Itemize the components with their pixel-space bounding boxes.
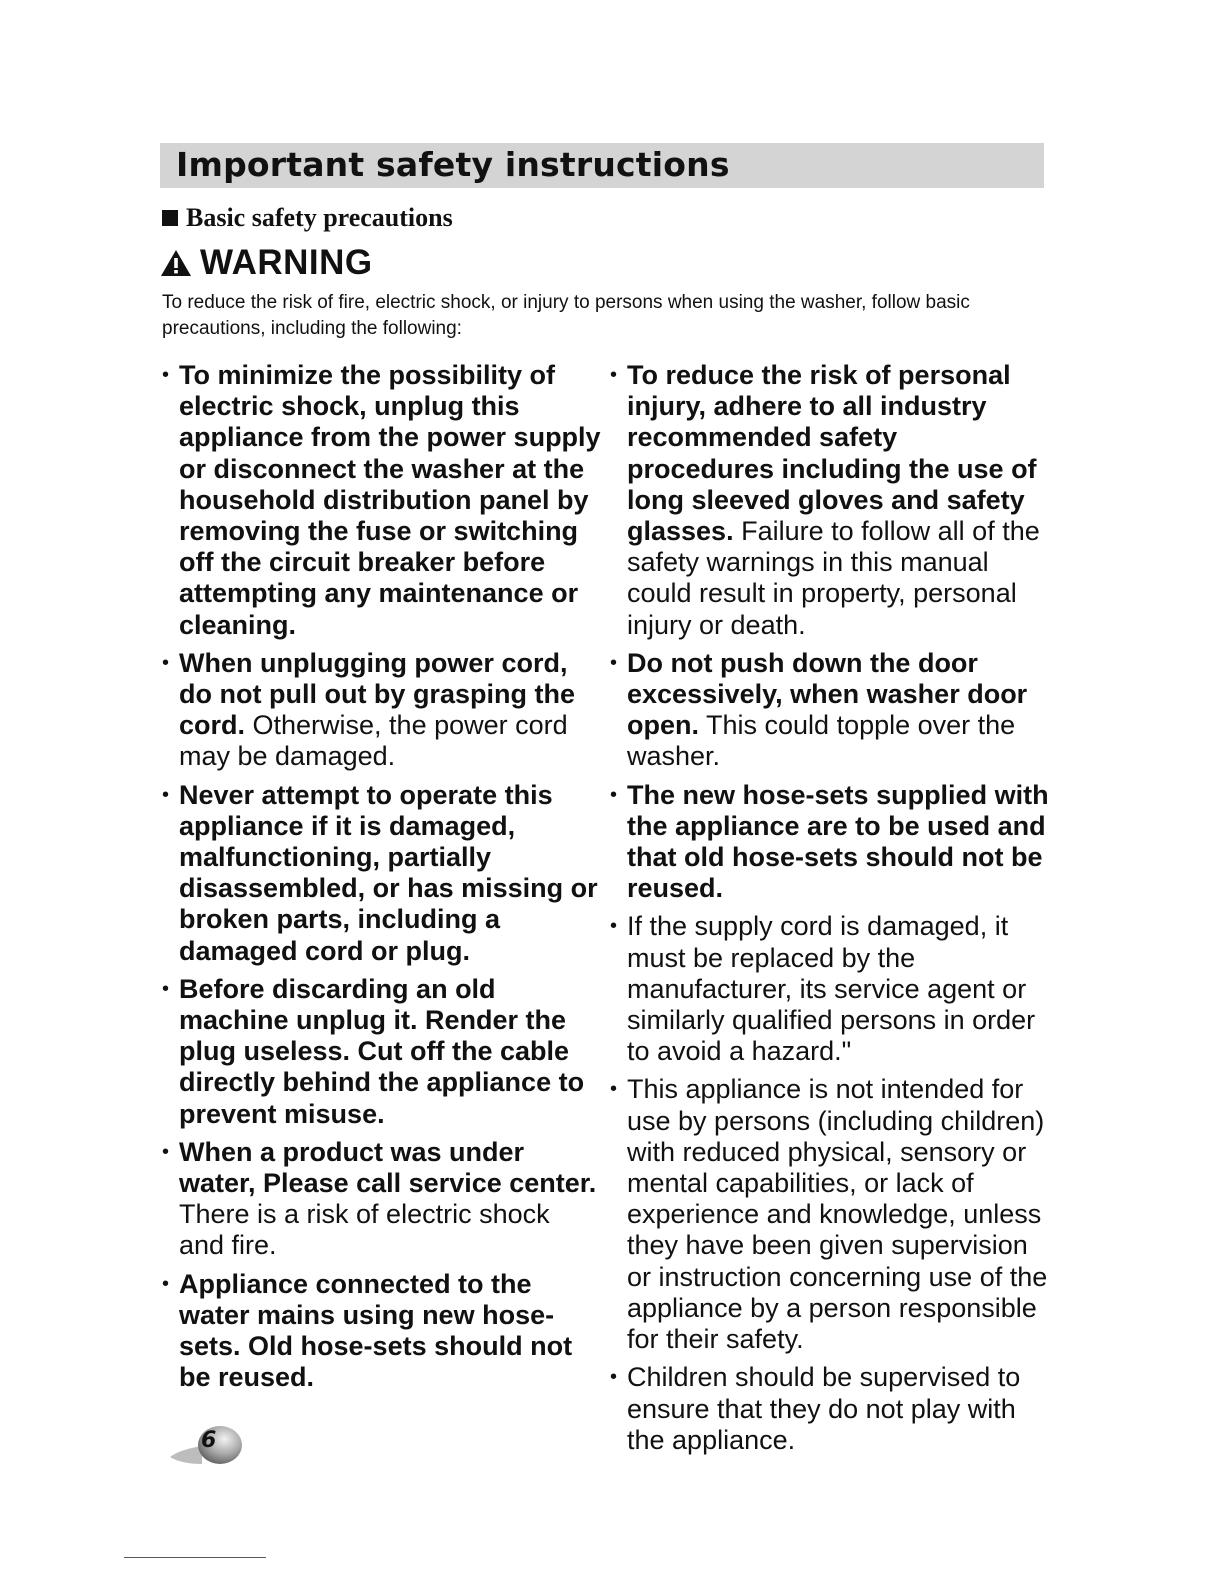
- bullet-text: There is a risk of electric shock and fire.: [179, 1199, 550, 1261]
- bullet-text: Otherwise, the power cord may be damaged.: [179, 710, 568, 772]
- section-heading: [162, 203, 453, 233]
- bullet-item: [162, 780, 602, 967]
- bullet-item: [610, 1074, 1050, 1355]
- bullet-item: [162, 1137, 602, 1262]
- left-column: [162, 360, 602, 1401]
- bullet-bold-text: Do not push down the door excessively, when washer door open.: [627, 647, 1028, 741]
- bullet-item: [162, 1269, 602, 1394]
- intro-text: To reduce the risk of fire, electric shock, or injury to persons when using the washer, follow basic precautions, including the following:: [162, 292, 970, 339]
- warning-heading: [160, 243, 373, 283]
- bullet-bold-text: Appliance connected to the water mains using new hose-sets. Old hose-sets should not be reused.: [179, 1268, 573, 1393]
- bullet-bold-text: To minimize the possibility of electric shock, unplug this appliance from the power supply or disconnect the washer at the household distribution panel by removing the fuse or switching off the circuit breaker before attempting any maintenance or cleaning.: [179, 360, 601, 640]
- bullet-bold-text: When a product was under water, Please call service center.: [179, 1136, 597, 1199]
- title-bar: [160, 143, 1044, 188]
- warning-label: WARNING: [200, 243, 373, 282]
- bullet-bold-text: The new hose-sets supplied with the appliance are to be used and that old hose-sets should not be reused.: [627, 779, 1049, 904]
- bullet-bold-text: When unplugging power cord, do not pull out by grasping the cord.: [179, 647, 575, 741]
- bullet-bold-text: Never attempt to operate this appliance if it is damaged, malfunctioning, partially disassembled, or has missing or broken parts, including a damaged cord or plug.: [179, 779, 598, 966]
- bullet-item: [162, 648, 602, 773]
- page-number: 6: [201, 1428, 217, 1453]
- bullet-text: Children should be supervised to ensure that they do not play with the appliance.: [627, 1362, 1021, 1455]
- bullet-item: [610, 360, 1050, 641]
- bullet-text: If the supply cord is damaged, it must be replaced by the manufacturer, its service agent or similarly qualified persons in order to avoid a hazard.": [627, 911, 1036, 1067]
- bullet-text: This could topple over the washer.: [627, 710, 1016, 772]
- bullet-bold-text: To reduce the risk of personal injury, adhere to all industry recommended safety procedures including the use of long sleeved gloves and safety glasses.: [627, 360, 1037, 547]
- bullet-item: [610, 911, 1050, 1067]
- bullet-item: [610, 648, 1050, 773]
- bullet-text: Failure to follow all of the safety warnings in this manual could result in property, personal injury or death.: [627, 516, 1040, 640]
- bullet-text: This appliance is not intended for use by persons (including children) with reduced physical, sensory or mental capabilities, or lack of experience and knowledge, unless they have been given supervision or instruction concerning use of the appliance by a person responsible for their safety.: [627, 1074, 1048, 1355]
- bullet-item: [610, 1362, 1050, 1456]
- section-heading-text: Basic safety precautions: [186, 203, 453, 232]
- bullet-item: [162, 974, 602, 1130]
- warning-triangle-icon: [160, 249, 192, 277]
- bottom-divider: [124, 1557, 266, 1558]
- bullet-bold-text: Before discarding an old machine unplug it. Render the plug useless. Cut off the cable directly behind the appliance to prevent misuse.: [179, 973, 585, 1129]
- bullet-item: [162, 360, 602, 641]
- page-title: Important safety instructions: [176, 145, 730, 184]
- bullet-item: [610, 780, 1050, 905]
- square-bullet-icon: [162, 210, 178, 226]
- right-column: [610, 360, 1050, 1463]
